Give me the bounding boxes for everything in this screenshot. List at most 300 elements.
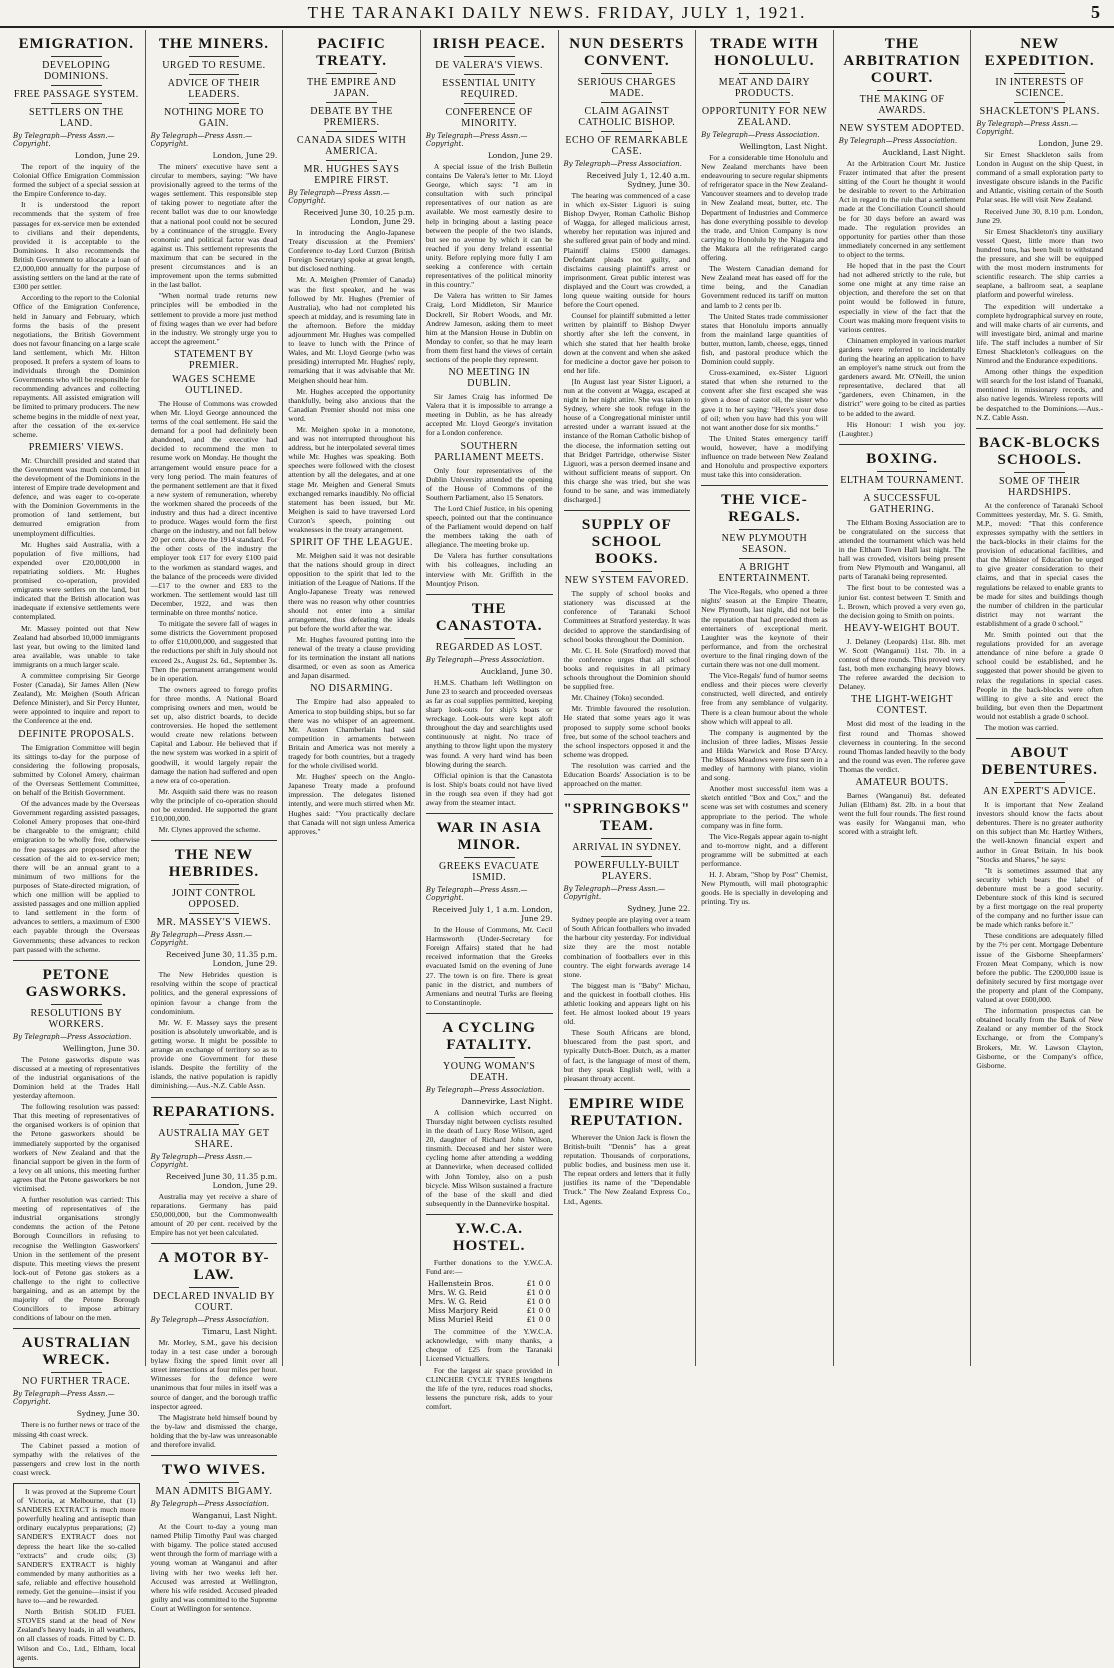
article-paragraph: The House of Commons was crowded when Mr. Lloyd George announced the terms of the coal settlement. He said the demand for a pool had definitely been abandoned, and the executive had decided to recommend the men to resume work on Monday. He thought the arrangement would ensure peace for a very long period. The main features of the permanent settlement are that it fixed a new system of remuneration, whereby the workmen shared the proceeds of the industry and thus had a direct incentive to produce. Wages would form the first charge on the industry, and not fall below 20 per cent. above the 1914 standard. For the other costs of the industry the employer took £17 for every £100 paid to the workmen as standard wages, and the balance of the proceeds were divided—£17 to the owner and £83 to the workmen. The settlement would last till December, 1922, and was then terminable on three months' notice. xyxy=(150,398,278,618)
article-subhead: FREE PASSAGE SYSTEM. xyxy=(13,89,139,100)
column-rule xyxy=(426,594,553,595)
subhead-rule xyxy=(326,131,377,132)
article-subhead: OPPORTUNITY FOR NEW ZEALAND. xyxy=(701,106,828,128)
subhead-rule xyxy=(739,529,790,530)
article-paragraph: Sir Ernest Shackleton sails from London in August on the ship Quest, in command of a small exploration party to investigate obscure islands in the Pacific and Atlantic, visiting certain of the South Polar seas. He will visit New Zealand. xyxy=(976,150,1103,205)
table-cell: Miss Muriel Reid xyxy=(427,1315,494,1325)
subhead-rule xyxy=(601,856,652,857)
article-headline: "SPRINGBOKS" TEAM. xyxy=(563,801,691,835)
article-headline: PACIFIC TREATY. xyxy=(316,36,387,69)
table-cell: Hallenstein Bros. xyxy=(427,1279,494,1289)
article-subhead: IN INTERESTS OF SCIENCE. xyxy=(995,77,1084,99)
article-paragraph: A special issue of the Irish Bulletin contains De Valera's letter to Mr. Lloyd George, which says: "I am in consultation with such principal representatives of our nation as are available. We most earnestly desire to help in bringing about a lasting peace between the people of the two islands, but see no avenue by which it can be reached if you deny Ireland essential unity. Before replying more fully I am seeking a conference with certain representatives of the political minority in this country." xyxy=(425,162,553,290)
subhead-rule xyxy=(189,884,240,885)
article-paragraph: The report of the inquiry of the Colonial Office Emigration Commission formed the subject of a special session at the Empire Conference to-day. xyxy=(13,162,140,199)
article-paragraph: According to the report to the Colonial Office of the Emigration Conference, held in January and February, which forms the basis of the present negotiations, the British Government does not favour financing on a large scale land settlement, which Mr. Hilton proposed. It prefers a system of loans to individuals through the Dominion Governments who will be responsible for recommending advances and collecting repayments. All assisted emigration will be limited to primary producers. The new scheme begins in the middle of next year, after the cessation of the ex-service scheme. xyxy=(13,293,140,439)
article-paragraph: At the Court to-day a young man named Philip Timothy Paul was charged with bigamy. The police stated accused went through the form of marriage with a young woman at Wanganui and after living with her two weeks left her. Accused was arrested at Wellington, where his wife resided. Accused pleaded guilty and was committed to the Supreme Court at Wellington for sentence. xyxy=(150,1522,278,1613)
article-paragraph: Australia may yet receive a share of reparations. Germany has paid £50,000,000, but the Commonwealth amount of 20 per cent. received by the Empire has not yet been calculated. xyxy=(150,1191,278,1237)
article-paragraph: The United States trade commissioner states that Honolulu imports annually from the mainland large quantities of butter, mutton, lamb, cheese, eggs, tinned fish, and pastoral produce which the Dominion could supply. xyxy=(701,311,828,367)
table-row xyxy=(426,1288,553,1297)
article-subhead: NEW SYSTEM FAVORED. xyxy=(564,575,689,587)
article-paragraph: Sir Ernest Shackleton's tiny auxiliary vessel Quest, little more than two hundred tons, has been built to withstand the pressure, and she will be equipped with the most modern instruments for scientific research. The ship carries a seaplane, a ballroom seat, a seaplane platform and powerful wireless. xyxy=(976,226,1103,300)
article-subhead: URGED TO RESUME. xyxy=(162,60,266,71)
article xyxy=(564,794,691,1083)
column-rule xyxy=(151,1455,278,1456)
article-headline: BOXING. xyxy=(866,450,938,467)
article-dateline: London, June 29. xyxy=(212,151,278,160)
subhead-rule xyxy=(464,56,515,57)
article-subhead: MR. MASSEY'S VIEWS. xyxy=(156,917,272,929)
subhead-rule xyxy=(326,73,377,74)
article-subhead: CONFERENCE OF MINORITY. xyxy=(445,107,533,129)
article-paragraph: It was proved at the Supreme Court of Victoria, at Melbourne, that (1) SANDERS EXTRACT is much more powerfully healing and antiseptic than ordinary eucalyptus preparations; (2) SANDER'S EXTRACT does not depress the heart like the so-called "extracts" and crude oils; (3) SANDER'S EXTRACT is highly commended by many authorities as a safe, reliable and effective household remedy. Get the genuine—insist if you have to—and be rewarded. xyxy=(17,1486,136,1606)
article-paragraph: The information prospectus can be obtained locally from the Bank of New Zealand or any member of the Stock Exchange, or from the Company's Brokers, Mr. W. Lawson Clayton, Gisborne, or the Company's office, Gisborne. xyxy=(976,1006,1103,1070)
article-headline: TWO WIVES. xyxy=(161,1462,266,1479)
article-subhead: AN EXPERT'S ADVICE. xyxy=(983,786,1097,798)
article-dateline: Sydney, June 30. xyxy=(76,1409,140,1419)
article-paragraph: He hoped that in the past the Court had not adhered strictly to the rule, but some one might at any time raise an objection, and therefore the set on that point would be followed in future, especially in view of the fact that the Court was making more frequent visits to various centres. xyxy=(838,261,966,334)
subhead-rule xyxy=(51,56,102,57)
article-paragraph: H. J. Abram, "Shop by Post" Chemist, New Plymouth, will mail photographic goods. He is specially in developing and printing. Try us. xyxy=(701,870,828,907)
article xyxy=(426,594,553,807)
article-paragraph: His Honour: I wish you joy. (Laughter.) xyxy=(838,419,966,438)
article-paragraph: In the House of Commons, Mr. Cecil Harmsworth (Under-Secretary for Foreign Affairs) stated that he had received information that the Greeks evacuated Ismid on the evening of June 27. The town is on fire. There is great panic in the district, and numbers of Armenians and neutral Turks are fleeing to Constantinople. xyxy=(425,925,553,1007)
article-headline: PETONE GASWORKS. xyxy=(25,966,127,1000)
article-headline: THE CANASTOTA. xyxy=(435,600,543,634)
subhead-rule xyxy=(601,131,652,132)
article-paragraph: The resolution was carried and the Education Boards' Association is to be approached on the matter. xyxy=(563,760,691,789)
article-subhead: NEW PLYMOUTH SEASON. xyxy=(721,533,808,556)
article-dateline: Wellington, June 30. xyxy=(62,1043,140,1053)
subhead-rule xyxy=(51,1372,102,1373)
article xyxy=(701,36,828,479)
column-rule xyxy=(564,1089,691,1090)
article-paragraph: There is no further news or trace of the missing 4th coast wreck. xyxy=(13,1420,140,1439)
article-paragraph: These South Africans are blond, bluescared from the past sport, and typically Dutch-Boer. Dutch, as a matter of fact, is the language of most of them, but they speak English well, with a pleasant throaty accent. xyxy=(563,1028,691,1083)
article-subhead: DE VALERA'S VIEWS. xyxy=(435,60,544,71)
article xyxy=(976,36,1103,422)
article-credit: By Telegraph—Press Assn.—Copyright. xyxy=(976,120,1078,136)
subhead-rule xyxy=(601,102,652,103)
section-subhead: THE LIGHT-WEIGHT CONTEST. xyxy=(851,694,953,717)
donations-table xyxy=(426,1279,553,1324)
article xyxy=(13,36,140,954)
article-headline: NUN DESERTS CONVENT. xyxy=(569,36,685,69)
article-credit: By Telegraph—Press Association. xyxy=(13,1032,132,1041)
article-subhead: RESOLUTIONS BY WORKERS. xyxy=(30,1007,123,1030)
article-paragraph: At the conference of Taranaki School Committees yesterday, Mr. S. G. Smith, M.P., moved: "That this conference expresses sympathy with the settlers in the back-blocks in their claims for the provision of educational facilities, and that the Minister of Education be urged to give greater consideration to their claims, and that in special cases the regulations be relaxed to enable grants to be made for sites and buildings though the number of children in the particular district may not warrant the establishment of a grade 0 school." xyxy=(976,500,1103,628)
article-paragraph: Mr. Smith pointed out that the regulations provided for an average attendance of nine before a grade 0 school could be established, and he suggested that power should be given to relax the regulations in special cases. People in the back-blocks were often willing to give a site and erect the building, but even then the Department would not establish a grade 0 school. xyxy=(976,630,1103,721)
column-rule xyxy=(426,1214,553,1215)
column-rule xyxy=(151,1097,278,1098)
table-cell: £1 0 0 xyxy=(526,1306,551,1316)
article xyxy=(13,960,140,1323)
table-cell: Mrs. W. G. Reid xyxy=(427,1288,487,1298)
column-rule xyxy=(426,1013,553,1014)
table-row xyxy=(426,1279,553,1288)
article-headline: EMPIRE WIDE REPUTATION. xyxy=(568,1095,685,1129)
article-paragraph: The expedition will undertake a complete hydrographical survey en route, and will make charts of air currents, and will investigate bird, animal and marine life. The staff includes a number of Sir Ernest Shackleton's colleagues on the Nimrod and the Endurance expeditions. xyxy=(976,301,1103,366)
article-credit: By Telegraph—Press Assn.—Copyright. xyxy=(425,886,528,903)
article-paragraph: The miners' executive have sent a circular to members, saying: "We have provisionally agreed to the terms of the wages settlement. This responsible step of taking power to negotiate after the recent ballot was due to our knowledge that a national pool could not be secured by a continuance of the struggle. Every economic and political factor was dead against us. This settlement represents the maximum that can be secured in the present circumstances and is an improvement upon the terms submitted in the last ballot. xyxy=(150,162,278,290)
page-number: 5 xyxy=(1091,2,1100,22)
article xyxy=(839,36,966,438)
article-dateline: Received June 30, 11.35 p.m. London, June 29. xyxy=(165,950,278,969)
article-paragraph: It is important that New Zealand investors should know the facts about debentures. There is no greater authority on this subject than Mr. Hartley Withers, the well-known financial expert and author in Great Britain. In his book "Stocks and Shares," he says: xyxy=(976,800,1103,864)
article xyxy=(976,428,1103,732)
subhead-rule xyxy=(464,857,515,858)
section-subhead: SOUTHERN PARLIAMENT MEETS. xyxy=(434,440,544,463)
section-subhead: NO MEETING IN DUBLIN. xyxy=(448,367,530,390)
article-headline: THE MINERS. xyxy=(158,36,270,52)
article-headline: NEW EXPEDITION. xyxy=(984,36,1095,69)
section-subhead: DEFINITE PROPOSALS. xyxy=(18,728,135,740)
table-row xyxy=(426,1315,553,1324)
article-paragraph: Counsel for plaintiff submitted a letter written by plaintiff to Bishop Dwyer shortly after she left the convent, in which she stated that her health broke down at the convent and when she asked for medicine a doctor gave her poison to end her life. xyxy=(563,311,691,375)
article-subhead: SOME OF THEIR HARDSHIPS. xyxy=(999,475,1081,498)
article-paragraph: The Vice-Regals appear again to-night and to-morrow night, and a different programme will be submitted at each performance. xyxy=(701,831,828,868)
article-dateline: Received June 30, 11.35 p.m. London, June 29. xyxy=(165,1171,278,1190)
article-subhead: ECHO OF REMARKABLE CASE. xyxy=(565,135,689,157)
article-paragraph: J. Delaney (Leopards) 11st. 8lb. met W. Scott (Wanganui) 11st. 7lb. in a contest of three rounds. This proved very fast, both men exchanging heavy blows. The referee awarded the decision to Delaney. xyxy=(838,636,966,692)
article-headline: IRISH PEACE. xyxy=(432,36,546,52)
table-cell: Mrs. W. G. Reid xyxy=(427,1297,487,1307)
article-paragraph: These conditions are adequately filled by the 7½ per cent. Mortgage Debenture issue of the Gisborne Sheepfarmers' Frozen Meat Company, which is now before the public. The £200,000 issue is definitely secured by first mortgage over the property and plant of the Company, valued at over £600,000. xyxy=(976,931,1103,1005)
article-subhead: A SUCCESSFUL GATHERING. xyxy=(863,492,941,515)
subhead-rule xyxy=(601,838,652,839)
article-headline: AUSTRALIAN WRECK. xyxy=(21,1335,131,1369)
column-rule xyxy=(564,510,691,511)
article-headline: SUPPLY OF SCHOOL BOOKS. xyxy=(581,517,672,568)
article xyxy=(564,510,691,788)
article-paragraph: The Eltham Boxing Association are to be congratulated on the success that attended the tournament which was held in the Eltham Town Hall last night. The hall was crowded, visitors being present from New Plymouth and Wanganui, all parts of Taranaki being represented. xyxy=(838,517,966,582)
column xyxy=(695,30,833,1366)
article-paragraph: The supply of school books and stationery was discussed at the conference of Taranaki School Committees at Stratford yesterday. It was decided to approve the standardising of school books throughout the Dominion. xyxy=(563,589,691,644)
article-paragraph: The Empire had also appealed to America to stop building ships, but so far there was no whisper of an agreement. Mr. Austen Chamberlain had said competition in armaments between Britain and America was not merely a tragedy for both countries, but a tragedy for the whole civilised world. xyxy=(288,697,415,771)
subhead-rule xyxy=(1014,472,1065,473)
article-subhead: DEBATE BY THE PREMIERS. xyxy=(310,106,393,128)
column xyxy=(970,30,1108,1366)
article-paragraph: Mr. Meighen said it was not desirable that the nations should group in direct opposition to the spirit that led to the initiation of the League of Nations. If the Anglo-Japanese Treaty was renewed there was no reason why other countries should not enter into a similar arrangement, thus defeating the ideals put before the world after the war. xyxy=(288,551,415,633)
article-paragraph: Sydney people are playing over a team of South African footballers who invaded the harbour city yesterday. For individual size they are the most notable combination of footballers ever in this country. The eight forwards average 14 stone. xyxy=(563,915,691,979)
subhead-rule xyxy=(189,1482,240,1483)
article-subhead: DEVELOPING DOMINIONS. xyxy=(42,60,111,82)
columns-container xyxy=(8,30,1108,1662)
article-headline: WAR IN ASIA MINOR. xyxy=(436,820,542,854)
subhead-rule xyxy=(739,73,790,74)
article-dateline: Received July 1, 1 a.m. London, June 29. xyxy=(432,905,553,924)
article-paragraph: Chinamen employed in various market gardens were referred to incidentally during the hearing an application to have an employer's name struck out from the gardeners award. Mr. O'Neill, the union representative, declared that all "gardeners, even Chinamen, in the district" were going to be cited as parties to be added to the award. xyxy=(838,335,966,418)
masthead xyxy=(0,0,1114,28)
article-paragraph: A committee comprising Sir George Foster (Canada), Sir James Allen (New Zealand), Mr. Meighen (South African Defence Minister), and Sir Percy Hunter, were appointed to inquire and report to the Conference at the end. xyxy=(13,670,140,726)
table-cell: £1 0 0 xyxy=(526,1315,551,1325)
subhead-rule xyxy=(877,90,928,91)
article-subhead: SERIOUS CHARGES MADE. xyxy=(577,77,676,99)
article-subhead: SETTLERS ON THE LAND. xyxy=(29,107,124,129)
column xyxy=(282,30,420,1366)
article-subhead: NO FURTHER TRACE. xyxy=(22,1376,131,1388)
subhead-rule xyxy=(464,103,515,104)
article-headline: ABOUT DEBENTURES. xyxy=(981,745,1098,779)
article-paragraph: The Cabinet passed a motion of sympathy with the relatives of the passengers and crew lost in the north coast wreck. xyxy=(13,1440,140,1477)
article-paragraph: Mr. W. F. Massey says the present position is absolutely unworkable, and is getting worse. It might be possible to arrange an exchange of territory so as to provide one Government for these islands. Despite the fertility of the islands, the native population is rapidly diminishing.—Aus.-N.Z. Cable Assn. xyxy=(150,1017,278,1091)
article xyxy=(426,36,553,588)
article-paragraph: Mr. Hughes said Australia, with a population of five millions, had expended over £20,000,000 in repatriating soldiers. Mr. Hughes promised co-operation, provided emigrants were settlers on the land, but indicated that the British allocation was inadequate if extensive settlements were contemplated. xyxy=(13,539,140,622)
article-paragraph: Mr. Massey pointed out that New Zealand had absorbed 10,000 immigrants last year, but owing to the limited land area available, was unable to take immigrants on a much larger scale. xyxy=(13,623,140,669)
article-paragraph: Sir James Craig has informed De Valera that it is impossible to arrange a meeting in Dublin, as he has already accepted Mr. Lloyd George's invitation for a London conference. xyxy=(425,392,553,438)
subhead-rule xyxy=(326,102,377,103)
column-rule xyxy=(976,428,1103,429)
subhead-rule xyxy=(464,1057,515,1058)
article-headline: THE VICE-REGALS. xyxy=(721,492,808,526)
article-paragraph: In introducing the Anglo-Japanese Treaty discussion at the Premiers' Conference to-day Lord Curzon (British Foreign Secretary) spoke at great length, but disclosed nothing. xyxy=(288,228,415,274)
article-headline: THE NEW HEBRIDES. xyxy=(168,847,260,881)
subhead-rule xyxy=(601,73,652,74)
article-credit: By Telegraph—Press Assn.—Copyright. xyxy=(13,1390,115,1407)
article-paragraph: Wherever the Union Jack is flown the British-built "Dennis" has a great reputation. Thousands of corporations, public bodies, and business men use it. The repeat orders and letters that it fully justifies its name of the "Dependable Truck." The New Zealand Express Co., Ltd., Agents. xyxy=(563,1132,691,1206)
column-rule xyxy=(13,1328,140,1329)
article-credit: By Telegraph—Press Assn.—Copyright. xyxy=(150,931,253,948)
article-subhead: MEAT AND DAIRY PRODUCTS. xyxy=(718,77,811,99)
article-credit: By Telegraph—Press Association. xyxy=(150,1315,269,1324)
article-paragraph: Mr. A. Meighen (Premier of Canada) was the first speaker, and he was followed by Mr. Hughes (Premier of Australia), who had not completed his speech at midday, and is resuming late in the afternoon. Before the midday adjournment Mr. Hughes was compelled to leave to lunch with the Prince of Wales, and Mr. Lloyd George (who was presiding) interrupted Mr. Hughes' reply, remarking that it was advisable that Mr. Meighen should hear him. xyxy=(288,275,415,385)
article-paragraph: The Emigration Committee will begin its sittings to-day for the purpose of considering the following proposals, submitted by Colonel Amery, chairman of the Overseas Settlement Committee, on behalf of the British Government. xyxy=(13,742,140,797)
article-paragraph: Mr. Meighen spoke in a monotone, and was not interrupted throughout his address, but he interpolated several times while Mr. Hughes was speaking. Both speeches were followed with the closest attention by all the delegates, and at one stage Mr. Meighen and General Smuts exchanged remarks inaudibly. No official statement has been issued, but Mr. Meighen is said to have traversed Lord Curzon's speech, pointing out weaknesses in the treaty arrangement. xyxy=(288,424,415,534)
article-dateline: London, June 29. xyxy=(1038,139,1103,148)
section-subhead: HEAVY-WEIGHT BOUT. xyxy=(844,622,960,634)
article-paragraph: Mr. Clynes approved the scheme. xyxy=(158,825,261,835)
column xyxy=(145,30,283,1613)
article-paragraph: Mr. Asquith said there was no reason why the principle of co-operation should not be extended. He supported the grant £10,000,000. xyxy=(150,786,278,824)
article-paragraph: The biggest man is "Baby" Michau, and the quickest in football clothes. His athletic looking and appears light on his feet. He almost looked about 19 years old. xyxy=(563,980,691,1027)
article-subhead: SHACKLETON'S PLANS. xyxy=(979,106,1100,117)
column-rule xyxy=(426,813,553,814)
table-cell: £1 0 0 xyxy=(526,1297,551,1307)
article-paragraph: The following resolution was passed: That this meeting of representatives of the organised workers is of opinion that the Petone gasworkers should be immediately supported by the organised workers of New Zealand and that the financial support be given in the form of a levy on all unions, this meeting further agrees that the Petone gasworkers be not victimised. xyxy=(13,1102,140,1193)
article-paragraph: The Magistrate held himself bound by the by-law and dismissed the charge, holding that the by-law was unreasonable and therefore invalid. xyxy=(150,1412,278,1449)
article-credit: By Telegraph—Press Association. xyxy=(838,137,958,145)
subhead-rule xyxy=(739,558,790,559)
article-subhead: GREEKS EVACUATE ISMID. xyxy=(438,861,540,884)
column-rule xyxy=(976,738,1103,739)
article-paragraph: A collision which occurred on Thursday night between cyclists resulted in the death of Lucy Rose Wilson, aged 20, daughter of Richard John Wilson, tinsmith. Deceased and her sister were cycling home after attending a wedding at Dannevirke, when deceased collided with John Tomley, also on a push bicycle. Miss Wilson sustained a fracture of the base of the skull and died subsequently in the Dannevirke hospital. xyxy=(425,1107,553,1208)
table-cell: £1 0 0 xyxy=(526,1288,551,1298)
subhead-rule xyxy=(189,1124,240,1125)
article-credit: By Telegraph—Press Association. xyxy=(563,160,682,168)
section-subhead: STATEMENT BY PREMIER. xyxy=(174,348,254,371)
article-paragraph: Among other things the expedition will search for the lost island of Tuanaki, mentioned in missionary records, and also native legends. Wireless reports will be despatched to the Dominions.—Aus.-N.Z. Cable Assn. xyxy=(976,367,1103,422)
article-paragraph: The motion was carried. xyxy=(984,722,1059,732)
article-headline: BACK-BLOCKS SCHOOLS. xyxy=(978,434,1101,468)
article xyxy=(13,1328,140,1477)
subhead-rule xyxy=(51,103,102,104)
subhead-rule xyxy=(1014,73,1065,74)
article xyxy=(151,36,278,834)
subhead-rule xyxy=(464,638,515,639)
article xyxy=(151,1243,278,1449)
article xyxy=(564,36,691,504)
article-paragraph: It is understood the report recommends that the system of free passages for ex-service men be extended to civilians and their dependents, provided it is acceptable to the Dominions. It also recommends the British Government to allocate a loan of £2,000,000 annually for the purpose of assisting settlers on the land at the rate of £300 per settler. xyxy=(13,200,140,292)
article-subhead: CANADA SIDES WITH AMERICA. xyxy=(296,135,407,157)
article-credit: By Telegraph—Press Assn.—Copyright. xyxy=(563,885,666,902)
subhead-rule xyxy=(189,1287,240,1288)
article-paragraph: The company is augmented by the inclusion of three ladies, Misses Jessie and Hilda Warwick and Rose D'Arcy. The Misses Meadows were first seen in a medley of harmony with piano, violin and song. xyxy=(701,727,828,783)
article-headline: REPARATIONS. xyxy=(152,1103,276,1120)
column-rule xyxy=(13,960,140,961)
article-headline: THE ARBITRATION COURT. xyxy=(843,36,961,86)
article-dateline: London, June 29. xyxy=(487,151,553,160)
section-subhead: PREMIERS' VIEWS. xyxy=(28,441,124,453)
article xyxy=(151,840,278,1090)
article-paragraph: Further donations to the Y.W.C.A. Fund are:— xyxy=(425,1257,553,1277)
subhead-rule xyxy=(601,571,652,572)
article-headline: TRADE WITH HONOLULU. xyxy=(710,36,819,69)
article-paragraph: The hearing was commenced of a case in which ex-Sister Liguori is suing Bishop Dwyer, Roman Catholic Bishop of Wagga, for alleged malicious arrest, whereby her reputation was injured and she suffered great pain of body and mind. Plaintiff claims £5000 damages. Defendant pleads not guilty, and disclaims causing plaintiff's arrest or imprisonment. Great public interest was displayed and the Court was crowded, a long queue waiting outside for hours before the Court opened. xyxy=(563,191,691,310)
article-paragraph: Barnes (Wanganui) 8st. defeated Julian (Eltham) 8st. 2lb. in a bout that went the full four rounds. The first round was easily for Wanganui man, who scored with a straight left. xyxy=(838,790,966,837)
article-subhead: MAN ADMITS BIGAMY. xyxy=(155,1486,273,1498)
table-row xyxy=(426,1306,553,1315)
article-paragraph: Mr. Hughes favoured putting into the renewal of the treaty a clause providing for its termination the instant all nations disarmed, or even as soon as America and Japan disarmed. xyxy=(288,634,415,681)
column-rule xyxy=(564,794,691,795)
subhead-rule xyxy=(464,74,515,75)
article-paragraph: For a considerable time Honolulu and New Zealand merchants have been endeavouring to secure regular shipments of refrigerator space in the New Zealand-Vancouver steamers and to develop trade in New Zealand meat, butter, etc. The Department of Industries and Commerce has done everything possible to develop the trade, and Union Company is now carrying to Honolulu by the Niagara and the Makura all the refrigerated cargo offering. xyxy=(701,153,828,263)
article-dateline: Auckland, Last Night. xyxy=(882,148,966,157)
article xyxy=(151,1455,278,1613)
article-dateline: Auckland, June 30. xyxy=(480,666,553,676)
article xyxy=(564,1089,691,1206)
column-rule xyxy=(701,485,828,486)
article-paragraph: Mr. Chainey (Toko) seconded. xyxy=(571,693,664,703)
article-paragraph: The owners agreed to forego profits for three months. A National Board comprising owners and men, would be set up, also district boards, to decide controversies. He hoped the settlement would create new relations between Capital and Labour. He believed that if the new system was worked in a spirit of goodwill, it would largely repair the damage the nation had suffered and open a new era of co-operation. xyxy=(150,684,278,785)
column xyxy=(8,30,145,1662)
table-cell: £1 0 0 xyxy=(526,1279,551,1289)
article-dateline: Sydney, June 22. xyxy=(627,904,691,914)
subhead-rule xyxy=(877,471,928,472)
article-paragraph: Official opinion is that the Canastota is lost. Ship's boats could not have lived in the rough sea even if they had got away from the steamer intact. xyxy=(425,770,553,807)
article-paragraph: The Western Canadian demand for New Zealand meat has eased off for the time being, and the Canadian Government reduced its tariff on mutton and lamb to 2 cents per lb. xyxy=(701,264,828,310)
article-paragraph: To mitigate the severe fall of wages in some districts the Government proposed to offer £10,000,000, and suggested that the reductions per shift in July should not exceed 2s., August 2s. 6d., September 3s. Then the permanent arrangement would be in operation. xyxy=(150,619,278,683)
article-paragraph: Mr. C. H. Sole (Stratford) moved that the conference urges that all school books and requisites in all primary schools throughout the Dominion should be supplied free. xyxy=(563,645,691,692)
article-subhead: THE MAKING OF AWARDS. xyxy=(859,94,945,116)
table-cell: Miss Marjory Reid xyxy=(427,1306,499,1316)
article xyxy=(701,485,828,906)
article-subhead: ELTHAM TOURNAMENT. xyxy=(840,474,964,486)
article-paragraph: The Vice-Regals, who opened a three nights' season at the Empire Theatre, New Plymouth, last night, did not belie the reputation that had preceded them as entertainers of exceptional merit. Laughter was the keynote of their performance, and from the orchestral overture to the final ringing down of the curtain there was not one dull moment. xyxy=(701,587,828,670)
column-rule xyxy=(151,840,278,841)
masthead-title: THE TARANAKI DAILY NEWS. FRIDAY, JULY 1, 1921. xyxy=(307,3,807,22)
article-paragraph: The United States emergency tariff would, however, have a modifying influence on trade between New Zealand and Honolulu and prospective exporters must take this into consideration. xyxy=(701,433,828,480)
article-subhead: A BRIGHT ENTERTAINMENT. xyxy=(718,562,811,585)
article-dateline: Wanganui, Last Night. xyxy=(192,1511,278,1521)
subhead-rule xyxy=(877,119,928,120)
article xyxy=(151,1097,278,1237)
article-paragraph: Of the advances made by the Overseas Government regarding assisted passages, Colonel Amery proposes that one-third be chargeable to the emigrant; child emigration to be wholly free, otherwise no free passages are proposed after the cessation of the aid to ex-service men; there will be an annual grant to a minimum of two millions for the purposes of State-directed migration, of which one million will be applied to assisted passages and one million applied to land settlement in the form of advances to settlers, a maximum of £300 each payable through the Overseas Governments; these advances to reckon part passed with the scheme. xyxy=(13,799,140,954)
article xyxy=(426,813,553,1007)
article-paragraph: De Valera has written to Sir James Craig, Lord Middleton, Sir Maurice Dockrell, Sir Robert Woods, and Mr. Andrew Jameson, asking them to meet him at the Mansion House in Dublin on Monday to confer, so that he may learn from them first hand the views of certain sections of the people they represent. xyxy=(425,291,553,364)
article-paragraph: Only four representatives of the Dublin University attended the opening of the House of Commons of the Southern Parliament, also 15 Senators. xyxy=(425,465,553,502)
article-paragraph: Mr. Morley, S.M., gave his decision today in a test case under a borough bylaw fixing the speed limit over all street intersections at four miles per hour. Witnesses for the defence were unanimous that four miles in itself was a source of danger, and the borough traffic inspector agreed. xyxy=(150,1337,278,1411)
article-paragraph: [In August last year Sister Liguori, a nun at the convent at Wagga, escaped at night in her night attire. She was taken to Sydney, where she took refuge in the house of a Congregational minister until arrested under a warrant issued at the instance of the Roman Catholic bishop of the diocese, the information setting out that Bridget Partridge, otherwise Sister Liguori, was a person deemed insane and without sufficient means of support. On this charge she was tried, but she was found to be sane, and was immediately discharged.] xyxy=(563,376,691,505)
article-subhead: NOTHING MORE TO GAIN. xyxy=(163,107,264,129)
table-row xyxy=(426,1297,553,1306)
article-credit: By Telegraph—Press Assn.—Copyright. xyxy=(150,132,253,148)
article-paragraph: "It is sometimes assumed that any security which bears the label of debenture must be a good security. Debenture stock of this kind is secured by a first mortgage on the real property of the company and no further issue can be made which ranks before it." xyxy=(976,865,1103,930)
subhead-rule xyxy=(877,489,928,490)
section-subhead: WAGES SCHEME OUTLINED. xyxy=(172,373,256,396)
article-paragraph: The first bout to be contested was a junior 6st. contest between T. Smith and L. Brown, which proved a very even go, the decision going to Smith on points. xyxy=(838,583,966,620)
article-subhead: JOINT CONTROL OPPOSED. xyxy=(172,888,256,911)
article-subhead: REGARDED AS LOST. xyxy=(435,641,543,653)
article-paragraph: For the largest air space provided in CLINCHER CYCLE TYRES lengthens the life of the tyre, reduces road shocks, lessens the puncture risk, adds to your comfort. xyxy=(425,1365,553,1411)
subhead-rule xyxy=(189,913,240,914)
column xyxy=(420,30,558,1411)
article-subhead: NEW SYSTEM ADOPTED. xyxy=(839,123,965,134)
section-subhead: NO DISARMING. xyxy=(310,683,393,695)
article xyxy=(976,738,1103,1070)
article-subhead: AUSTRALIA MAY GET SHARE. xyxy=(158,1127,270,1150)
article-credit: By Telegraph—Press Association. xyxy=(150,1500,269,1509)
article-paragraph: Mr. Churchill presided and stated that the Government was much concerned in the development of the Dominions in the interest of Empire trade development and defence, and was eager to co-operate with the Dominion Governments in the promotion of land settlement, but demurred emigration from unemployment difficulties. xyxy=(13,455,140,538)
article-headline: A MOTOR BY-LAW. xyxy=(158,1249,270,1283)
subhead-rule xyxy=(189,56,240,57)
article-subhead: ESSENTIAL UNITY REQUIRED. xyxy=(442,78,537,100)
column xyxy=(558,30,696,1366)
section-subhead: SPIRIT OF THE LEAGUE. xyxy=(290,537,414,549)
advertisement xyxy=(13,1483,140,1668)
article-paragraph: Cross-examined, ex-Sister Liguori stated that when she returned to the convent after she first escaped she was given a dose of castor oil, the sister who gave it to her saying: "Here's your dose of oil; when you have had this you will not want another dose for six months." xyxy=(701,368,828,432)
subhead-rule xyxy=(51,85,102,86)
article-paragraph: Received June 30, 8.10 p.m. London, June 29. xyxy=(976,206,1103,225)
article-dateline: Wellington, Last Night. xyxy=(739,142,828,151)
article-dateline: London, June 29. xyxy=(74,151,140,160)
article-paragraph: Mr. Hughes accepted the opportunity thankfully, being also anxious that the Canadian Premier should not miss one word. xyxy=(288,386,415,423)
article-headline: EMIGRATION. xyxy=(18,36,134,52)
article-paragraph: The Vice-Regals' fund of humor seems endless and their pieces were cleverly constructed, well directed, and entirely free from any semblance of vulgarity. There is a clean humour about the whole show which will appeal to all. xyxy=(701,671,828,726)
article-dateline: Received July 1, 12.40 a.m. Sydney, June 30. xyxy=(586,171,691,189)
article-paragraph: The New Hebrides question is resolving within the scope of practical politics, and the general expressions of opinion favour a change from the condominium. xyxy=(150,970,278,1016)
article-paragraph: Mr. Trimble favoured the resolution. He stated that some years ago it was proposed to supply some school books free, but some of the school teachers and the school inspectors opposed it and the scheme was dropped. xyxy=(563,704,691,759)
article-subhead: POWERFULLY-BUILT PLAYERS. xyxy=(574,860,680,883)
subhead-rule xyxy=(189,103,240,104)
article-paragraph: A further resolution was carried: This meeting of representatives of the industrial organisations strongly condemns the action of the Petone Borough Councillors in refusing to recognise the Wellington Gasworkers' Union in the settlement of the present dispute. This meeting views the present lock-out of Petone gas stokers as a challenge to the right to collective bargaining, and as an attempt by the majority of the Petone Borough Councillors to impose arbitrary conditions of labour on the men. xyxy=(13,1195,140,1323)
article-paragraph: North British SOLID FUEL STOVES stand at the head of New Zealand's heavy loads, in all weathers, on all classes of roads. Fitted by C. D. Wilson and Co., Ltd., Eltham, local agents. xyxy=(17,1607,136,1662)
column-rule xyxy=(151,1243,278,1244)
article-paragraph: De Valera has further consultations with his colleagues, including an interview with Mr. Griffith in the Mountjoy Prison. xyxy=(425,551,553,588)
article xyxy=(288,36,415,836)
article-paragraph: Most did most of the leading in the first round and Thomas showed cleverness in countering. In the second round Thomas landed heavily to the body and the round was even. The referee gave Thomas the verdict. xyxy=(838,719,966,774)
subhead-rule xyxy=(189,74,240,75)
article-paragraph: The Petone gasworks dispute was discussed at a meeting of representatives of the industrial organisations of the Dominion held at the Trades Hall yesterday afternoon. xyxy=(13,1054,140,1101)
article-credit: By Telegraph—Press Assn.—Copyright. xyxy=(288,189,390,205)
article-subhead: YOUNG WOMAN'S DEATH. xyxy=(443,1060,536,1083)
column-rule xyxy=(839,444,966,445)
article-paragraph: Mr. Hughes' speech on the Anglo-Japanese Treaty made a profound impression. The delegates listened intently, and were much stirred when Mr. Hughes said: "You practically declare that Canada will not sign unless America approves." xyxy=(288,772,415,836)
column xyxy=(833,30,971,1366)
article-credit: By Telegraph—Press Assn.—Copyright. xyxy=(13,132,115,148)
article xyxy=(426,1013,553,1208)
article-credit: By Telegraph—Press Association. xyxy=(425,655,545,664)
section-subhead: AMATEUR BOUTS. xyxy=(855,776,949,788)
subhead-rule xyxy=(1014,782,1065,783)
article-dateline: Timaru, Last Night. xyxy=(202,1326,278,1336)
article-subhead: ARRIVAL IN SYDNEY. xyxy=(572,842,682,854)
article-credit: By Telegraph—Press Assn.—Copyright. xyxy=(150,1152,253,1169)
article-subhead: ADVICE OF THEIR LEADERS. xyxy=(167,78,261,100)
article-paragraph: H.M.S. Chatham left Wellington on June 23 to search and proceeded overseas as far as coal supplies permitted, keeping sharp look-outs for ship's boats or wreckage. Look-outs were kept aloft throughout the day and searchlights used continuously at night. No trace of anything to throw light upon the mystery was found. A very hard wind has been blowing during the search. xyxy=(425,677,553,769)
subhead-rule xyxy=(51,1004,102,1005)
article-credit: By Telegraph—Press Association. xyxy=(701,131,820,139)
article-subhead: THE EMPIRE AND JAPAN. xyxy=(306,77,397,99)
